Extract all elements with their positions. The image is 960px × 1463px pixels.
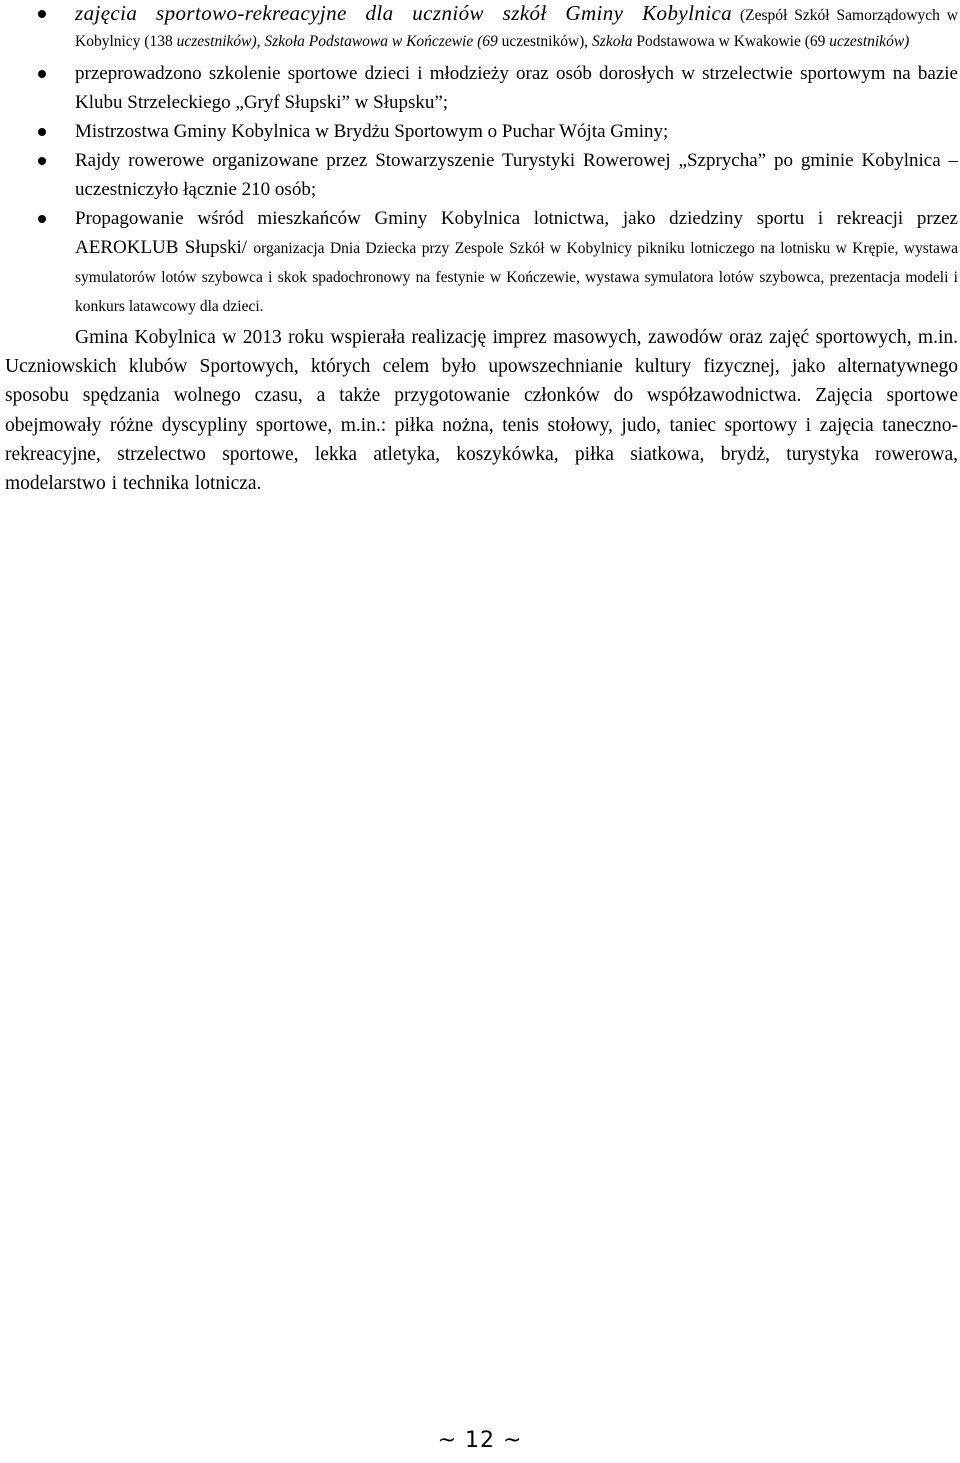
item-detail: organizacja Dnia Dziecka przy Zespole Szkół w Kobylnicy pikniku lotniczego na lotnisku w Krępie, wystawa symulatorów lotów szybowca i skok spadochronowy na festynie w Kończewie, wystawa symulatora lotów szybowca, prezentacja modeli i konkurs latawcowy dla dzieci.: [75, 240, 959, 315]
bullet-icon: [38, 157, 46, 165]
bullet-icon: [38, 70, 46, 78]
page-number: ~ 12 ~: [437, 1428, 523, 1453]
list-item: [5, 0, 958, 54]
document-page: [5, 0, 958, 498]
item-text: Propagowanie wśród mieszkańców Gminy Kobylnica lotnictwa, jako dziedziny sportu i rekreacji przez AEROKLUB Słupski/: [75, 208, 958, 258]
item-detail: (Zespół Szkół Samorządowych w Kobylnicy (138 uczestników), Szkoła Podstawowa w Kończewie (69 uczestników), Szkoła Podstawowa w Kwakowie (69 uczestników): [75, 7, 959, 50]
body-paragraph: Gmina Kobylnica w 2013 roku wspierała realizację imprez masowych, zawodów oraz zajęć sportowych, m.in. Uczniowskich klubów Sportowych, których celem było upowszechnianie kultury fizycznej, jako alternatywnego sposobu spędzania wolnego czasu, a także przygotowanie członków do współzawodnictwa. Zajęcia sportowe obejmowały różne dyscypliny sportowe, m.in.: piłka nożna, tenis stołowy, judo, taniec sportowy i zajęcia taneczno-rekreacyjne, strzelectwo sportowe, lekka atletyka, koszykówka, piłka siatkowa, brydż, turystyka rowerowa, modelarstwo i technika lotnicza.: [5, 327, 958, 495]
bullet-icon: [38, 128, 46, 136]
item-text: Mistrzostwa Gminy Kobylnica w Brydżu Sportowym o Puchar Wójta Gminy;: [75, 121, 669, 142]
list-item: [5, 204, 958, 320]
list-item: [5, 117, 958, 146]
list-item: [5, 59, 958, 117]
bullet-icon: [38, 10, 46, 18]
item-text: przeprowadzono szkolenie sportowe dzieci i młodzieży oraz osób dorosłych w strzelectwie sportowym na bazie Klubu Strzeleckiego „Gryf Słupski” w Słupsku”;: [75, 63, 958, 113]
activities-list: [5, 0, 958, 320]
item-text: Rajdy rowerowe organizowane przez Stowarzyszenie Turystyki Rowerowej „Szprycha” po gminie Kobylnica – uczestniczyło łącznie 210 osób;: [75, 150, 958, 200]
bullet-icon: [38, 215, 46, 223]
item-lead: zajęcia sportowo-rekreacyjne dla uczniów szkół Gminy Kobylnica: [75, 1, 733, 25]
list-item: [5, 146, 958, 204]
